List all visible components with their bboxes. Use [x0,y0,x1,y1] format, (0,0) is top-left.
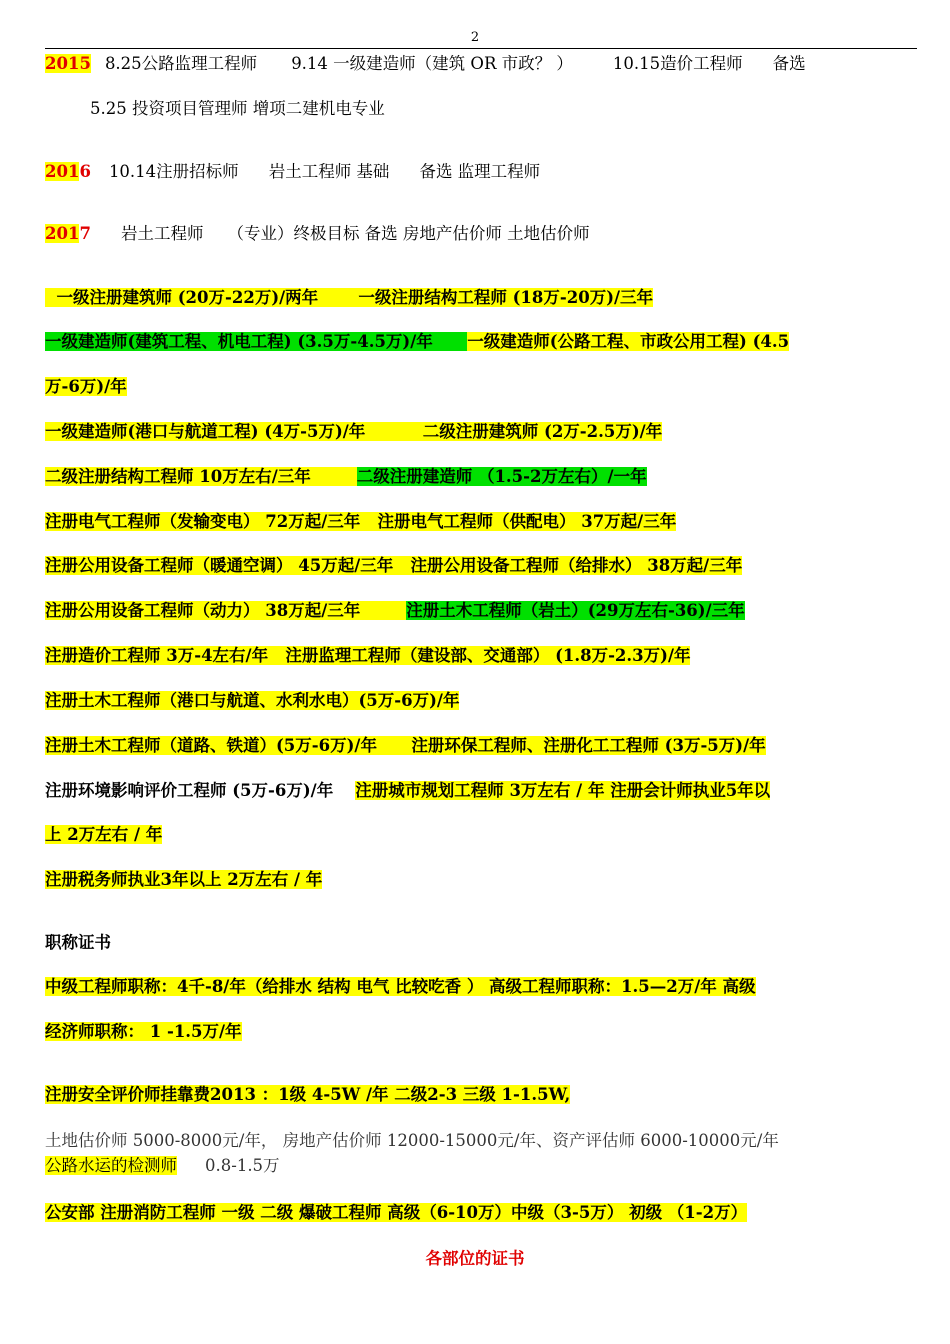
fee-r2b: 一级建造师(公路工程、市政公用工程) (4.5 [467,332,790,351]
titles-t1: 中级工程师职称：4千-8/年（给排水 结构 电气 比较吃香 ） 高级工程师职称：1.5—2万/年 高级 [45,977,756,996]
plan-2016-item2: 岩土工程师 基础 [268,162,390,181]
titles-row-4: 土地估价师 5000-8000元/年， 房地产估价师 12000-15000元/年、资产评估师 6000-10000元/年 [45,1131,779,1150]
fee-row-8 [45,644,690,668]
fee-r13: 注册税务师执业3年以上 2万左右 / 年 [45,870,323,889]
fee-r10: 注册土木工程师（道路、铁道）(5万-6万)/年 注册环保工程师、注册化工工程师 (3万-5万)/年 [45,736,766,755]
fee-r12: 上 2万左右 / 年 [45,825,163,844]
year-2016-a: 201 [45,162,80,181]
plan-2015-line2: 5.25 投资项目管理师 增项二建机电专业 [90,99,385,118]
header-rule [45,48,917,49]
fee-row-7 [45,599,745,623]
fee-r8: 注册造价工程师 3万-4左右/年 注册监理工程师（建设部、交通部） (1.8万-2.3万)/年 [45,646,691,665]
year-2015-a: 201 [45,54,80,73]
plan-2017-item2: （专业）终极目标 备选 房地产估价师 土地估价师 [227,224,590,243]
page-number: 2 [470,30,480,45]
fee-r4b: 二级注册建造师 （1.5-2万左右）/一年 [356,467,647,486]
titles-row-6 [45,1201,747,1225]
fee-r6: 注册公用设备工程师（暖通空调） 45万起/三年 注册公用设备工程师（给排水） 38万起/三年 [45,556,743,575]
fee-r5: 注册电气工程师（发输变电） 72万起/三年 注册电气工程师（供配电） 37万起/三年 [45,512,677,531]
fee-r1a: 一级注册建筑师 (20万-22万)/两年 一级注册结构工程师 (18万-20万)/三年 [45,288,653,307]
fee-r2a: 一级建造师(建筑工程、机电工程) (3.5万-4.5万)/年 [45,332,467,351]
fee-row-4 [45,465,647,489]
plan-2015-item4: 备选 [772,54,806,73]
year-2017-b: 7 [79,224,91,243]
fee-row-11 [45,779,770,803]
titles-row-5 [45,1154,280,1178]
plan-2015-item2: 9.14 一级建造师（建筑 OR 市政？ ） [291,54,573,73]
plan-2017-item1: 岩土工程师 [120,224,204,243]
plan-2016 [45,160,540,184]
fee-row-2 [45,330,789,354]
footer-heading: 各部位的证书 [425,1249,525,1268]
fee-row-5 [45,510,676,534]
titles-row-1 [45,975,756,999]
titles-heading: 职称证书 [45,933,111,952]
year-2016-b: 6 [79,162,91,181]
fee-r3: 一级建造师(港口与航道工程) (4万-5万)/年 二级注册建筑师 (2万-2.5万)/年 [45,422,663,441]
titles-t6: 公安部 注册消防工程师 一级 二级 爆破工程师 高级（6-10万）中级（3-5万） 初级 （1-2万） [45,1203,748,1222]
plan-2016-item1: 10.14注册招标师 [108,162,239,181]
fee-row-13 [45,868,322,892]
fee-r4a: 二级注册结构工程师 10万左右/三年 [45,467,357,486]
year-2015-b: 5 [79,54,91,73]
year-2017-a: 201 [45,224,80,243]
titles-t3: 注册安全评价师挂靠费2013 ：1级 4-5W /年 二级2-3 三级 1-1.5W, [45,1085,571,1104]
titles-t2: 经济师职称： 1 -1.5万/年 [45,1022,242,1041]
plan-2017 [45,222,590,246]
titles-row-2 [45,1020,242,1044]
fee-r2c: 万-6万)/年 [45,377,127,396]
titles-t5b: 0.8-1.5万 [205,1156,280,1175]
plan-2016-item3: 备选 监理工程师 [419,162,541,181]
fee-r7b: 注册土木工程师（岩土）(29万左右-36)/三年 [406,601,745,620]
fee-row-10 [45,734,766,758]
titles-row-3 [45,1083,570,1107]
fee-row-6 [45,554,742,578]
fee-row-1 [45,286,653,310]
fee-r9: 注册土木工程师（港口与航道、水利水电）(5万-6万)/年 [45,691,460,710]
titles-t5a: 公路水运的检测师 [45,1156,177,1175]
fee-row-2-cont [45,375,127,399]
fee-r11a: 注册环境影响评价工程师 (5万-6万)/年 [45,781,334,800]
fee-r11b: 注册城市规划工程师 3万左右 / 年 注册会计师执业5年以 [355,781,771,800]
plan-2015 [45,52,806,76]
fee-row-3 [45,420,662,444]
fee-row-9 [45,689,459,713]
plan-2015-item1: 8.25公路监理工程师 [104,54,258,73]
fee-row-12 [45,823,162,847]
plan-2015-item3: 10.15造价工程师 [612,54,743,73]
fee-r7a: 注册公用设备工程师（动力） 38万起/三年 [45,601,406,620]
